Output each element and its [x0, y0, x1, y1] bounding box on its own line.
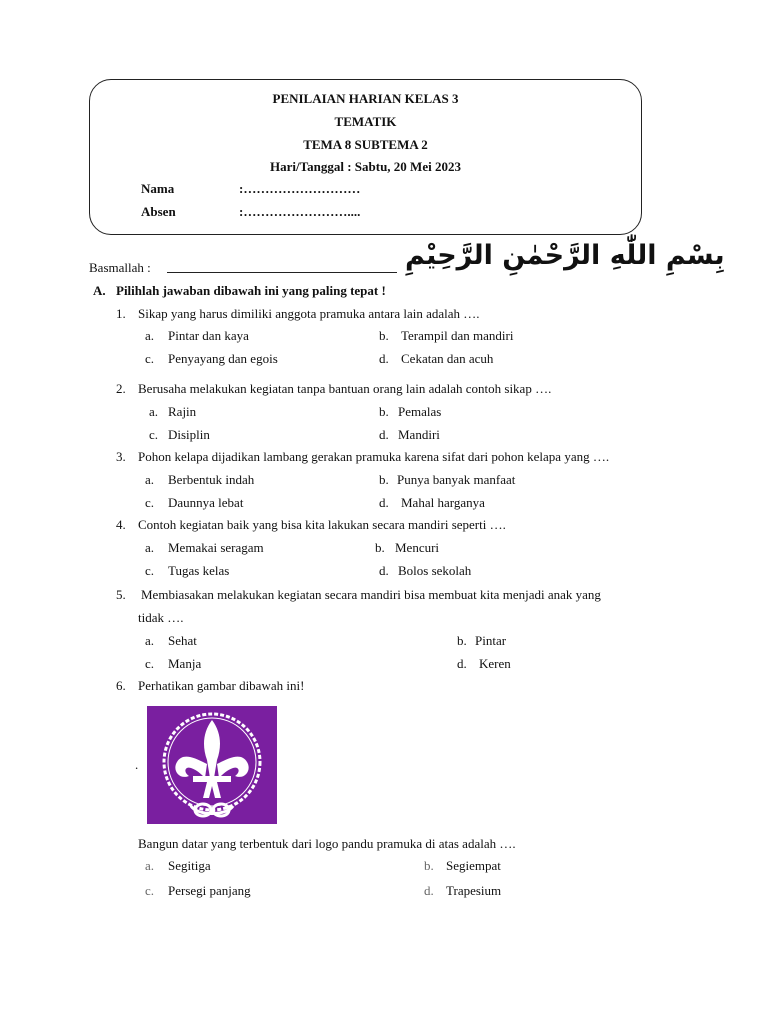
question-text: Perhatikan gambar dibawah ini! — [138, 678, 305, 693]
date-line: Hari/Tanggal : Sabtu, 20 Mei 2023 — [270, 159, 461, 174]
option-letter: a. — [145, 472, 155, 487]
option-text[interactable]: Segitiga — [168, 858, 211, 873]
stray-dot: . — [135, 757, 139, 772]
option-letter: d. — [424, 883, 434, 898]
question-number: 6. — [116, 678, 126, 693]
option-letter: b. — [375, 540, 385, 555]
question-text: Pohon kelapa dijadikan lambang gerakan pramuka karena sifat dari pohon kelapa yang …. — [138, 449, 610, 464]
option-text[interactable]: Rajin — [168, 404, 197, 419]
option-letter: c. — [145, 656, 155, 671]
option-letter: d. — [379, 495, 389, 510]
question-text: Berusaha melakukan kegiatan tanpa bantuan orang lain adalah contoh sikap …. — [138, 381, 552, 396]
option-text[interactable]: Bolos sekolah — [398, 563, 472, 578]
basmallah-label: Basmallah : — [89, 260, 151, 275]
option-text[interactable]: Pintar dan kaya — [168, 328, 249, 343]
option-letter: c. — [149, 427, 159, 442]
absen-label: Absen — [141, 204, 176, 219]
option-letter: b. — [379, 328, 389, 343]
option-text[interactable]: Tugas kelas — [168, 563, 230, 578]
question-text: Sikap yang harus dimiliki anggota pramuka antara lain adalah …. — [138, 306, 480, 321]
option-letter: d. — [379, 351, 389, 366]
option-letter: b. — [379, 404, 389, 419]
option-letter: d. — [379, 563, 389, 578]
option-letter: d. — [457, 656, 467, 671]
option-text[interactable]: Mandiri — [398, 427, 440, 442]
header-box — [89, 79, 642, 235]
option-text[interactable]: Mahal harganya — [401, 495, 485, 510]
option-text[interactable]: Berbentuk indah — [168, 472, 255, 487]
subject-title: TEMATIK — [334, 114, 397, 129]
option-letter: a. — [145, 633, 155, 648]
option-letter: b. — [424, 858, 434, 873]
nama-field[interactable]: :……………………… — [239, 181, 361, 196]
section-letter: A. — [93, 283, 106, 298]
option-text[interactable]: Punya banyak manfaat — [397, 472, 516, 487]
basmallah-answer-line[interactable] — [167, 272, 397, 273]
option-letter: a. — [149, 404, 159, 419]
theme-title: TEMA 8 SUBTEMA 2 — [303, 137, 428, 152]
option-letter: c. — [145, 351, 155, 366]
option-text[interactable]: Penyayang dan egois — [168, 351, 278, 366]
scout-logo-image — [147, 706, 277, 824]
question-prompt: Bangun datar yang terbentuk dari logo pandu pramuka di atas adalah …. — [138, 836, 516, 851]
option-text[interactable]: Memakai seragam — [168, 540, 264, 555]
question-text-continued: tidak …. — [138, 610, 184, 625]
basmalah-calligraphy: بِسْمِ اللّٰهِ الرَّحْمٰنِ الرَّحِيْمِ — [405, 240, 725, 271]
option-text[interactable]: Manja — [168, 656, 202, 671]
option-letter: c. — [145, 495, 155, 510]
option-text[interactable]: Trapesium — [446, 883, 502, 898]
option-text[interactable]: Pintar — [475, 633, 507, 648]
question-number: 4. — [116, 517, 126, 532]
question-number: 5. — [116, 587, 126, 602]
option-letter: d. — [379, 427, 389, 442]
nama-label: Nama — [141, 181, 175, 196]
option-letter: b. — [457, 633, 467, 648]
option-text[interactable]: Daunnya lebat — [168, 495, 244, 510]
question-number: 1. — [116, 306, 126, 321]
option-text[interactable]: Persegi panjang — [168, 883, 251, 898]
option-text[interactable]: Mencuri — [395, 540, 440, 555]
option-text[interactable]: Keren — [479, 656, 511, 671]
option-letter: a. — [145, 540, 155, 555]
option-text[interactable]: Sehat — [168, 633, 197, 648]
option-text[interactable]: Cekatan dan acuh — [401, 351, 494, 366]
option-letter: c. — [145, 563, 155, 578]
question-number: 2. — [116, 381, 126, 396]
section-instruction: Pilihlah jawaban dibawah ini yang paling tepat ! — [116, 283, 386, 298]
question-number: 3. — [116, 449, 126, 464]
absen-field[interactable]: :…………………….... — [239, 204, 361, 219]
option-text[interactable]: Disiplin — [168, 427, 210, 442]
option-text[interactable]: Terampil dan mandiri — [401, 328, 514, 343]
option-text[interactable]: Segiempat — [446, 858, 501, 873]
exam-title: PENILAIAN HARIAN KELAS 3 — [272, 91, 459, 106]
fleur-de-lis-icon — [147, 706, 277, 824]
question-text: Contoh kegiatan baik yang bisa kita lakukan secara mandiri seperti …. — [138, 517, 506, 532]
option-letter: b. — [379, 472, 389, 487]
option-letter: a. — [145, 858, 155, 873]
option-letter: c. — [145, 883, 155, 898]
option-letter: a. — [145, 328, 155, 343]
question-text: Membiasakan melakukan kegiatan secara mandiri bisa membuat kita menjadi anak yang — [141, 587, 601, 602]
option-text[interactable]: Pemalas — [398, 404, 442, 419]
